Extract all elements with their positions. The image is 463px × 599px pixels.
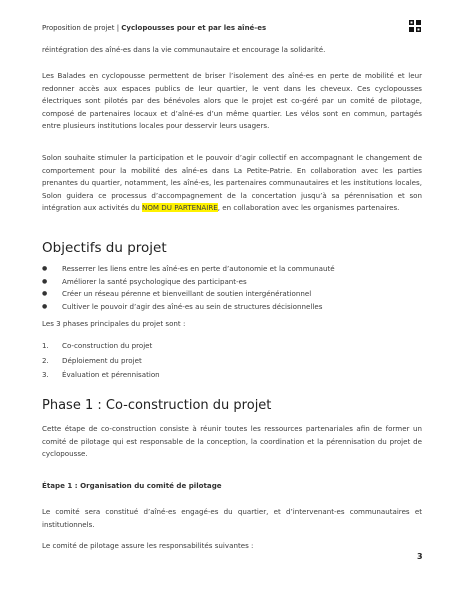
page-header — [42, 24, 266, 32]
list-item — [42, 369, 422, 382]
phase-number: 1. — [42, 341, 49, 350]
list-item — [42, 355, 422, 368]
header-prefix: Proposition de projet | — [42, 24, 122, 32]
solon-text-before: Solon souhaite stimuler la participation et le pouvoir d’agir collectif en accompagnant le changement de comportement pour la mobilité des aîné-es dans La Petite-Patrie. En collaboration avec les parties prenantes du quartier, notamment, les aîné-es, les partenaires communautaires et les institutions locales, Solon guidera ce processus d’accompagnement de la concertation jusqu’à sa pérennisation et son intégration aux activités du — [42, 153, 422, 212]
phase-number: 3. — [42, 370, 49, 379]
responsabilites-text: Le comité de pilotage assure les responsabilités suivantes : — [42, 541, 254, 550]
solon-text-after: , en collaboration avec les organismes partenaires. — [217, 203, 400, 212]
intro-continuation: réintégration des aîné-es dans la vie communautaire et encourage la solidarité. — [42, 45, 326, 54]
objectifs-list — [42, 263, 422, 313]
organization-logo — [409, 20, 421, 32]
partner-name-highlight: NOM DU PARTENAIRE — [142, 203, 218, 212]
objectifs-heading: Objectifs du projet — [42, 240, 167, 256]
page-number: 3 — [417, 552, 423, 561]
list-item: ● Resserrer les liens entre les aîné-es en perte d’autonomie et la communauté — [42, 263, 422, 276]
phase-label: Co-construction du projet — [62, 341, 153, 350]
balades-paragraph: Les Balades en cyclopousse permettent de briser l’isolement des aîné-es en perte de mobilité et leur redonner accès aux espaces publics de leur quartier, le vent dans les cheveux. Ces cyclopousses électriques sont pilotés par des bénévoles alors que le projet est co-géré par un comité de pilotage, composé de partenaires locaux et d’aîné-es d’un même quartier. Les vélos sont en commun, partagés entre plusieurs institutions locales pour desservir leurs usagers. — [42, 71, 422, 130]
comite-paragraph: Le comité sera constitué d’aîné-es engagé-es du quartier, et d’intervenant-es communautaires et institutionnels. — [42, 507, 422, 529]
solon-paragraph — [42, 152, 422, 215]
step1-title: Étape 1 : Organisation du comité de pilotage — [42, 481, 222, 490]
phases-list — [42, 340, 422, 384]
phases-intro: Les 3 phases principales du projet sont : — [42, 319, 186, 328]
phase-label: Évaluation et pérennisation — [62, 370, 160, 379]
header-title: Cyclopousses pour et par les aîné-es — [121, 24, 267, 32]
phase1-heading: Phase 1 : Co-construction du projet — [42, 398, 272, 413]
list-item: ● Améliorer la santé psychologique des participant-es — [42, 276, 422, 289]
phase-number: 2. — [42, 355, 49, 365]
phase1-paragraph: Cette étape de co-construction consiste à réunir toutes les ressources partenariales afin de former un comité de pilotage qui est responsable de la conception, la coordination et la pérennisation du projet de cyclopousse. — [42, 424, 422, 458]
list-item: ● Cultiver le pouvoir d’agir des aîné-es au sein de structures décisionnelles — [42, 301, 422, 314]
phase-label: Déploiement du projet — [62, 355, 142, 365]
list-item: ● Créer un réseau pérenne et bienveillant de soutien intergénérationnel — [42, 288, 422, 301]
list-item — [42, 340, 422, 353]
